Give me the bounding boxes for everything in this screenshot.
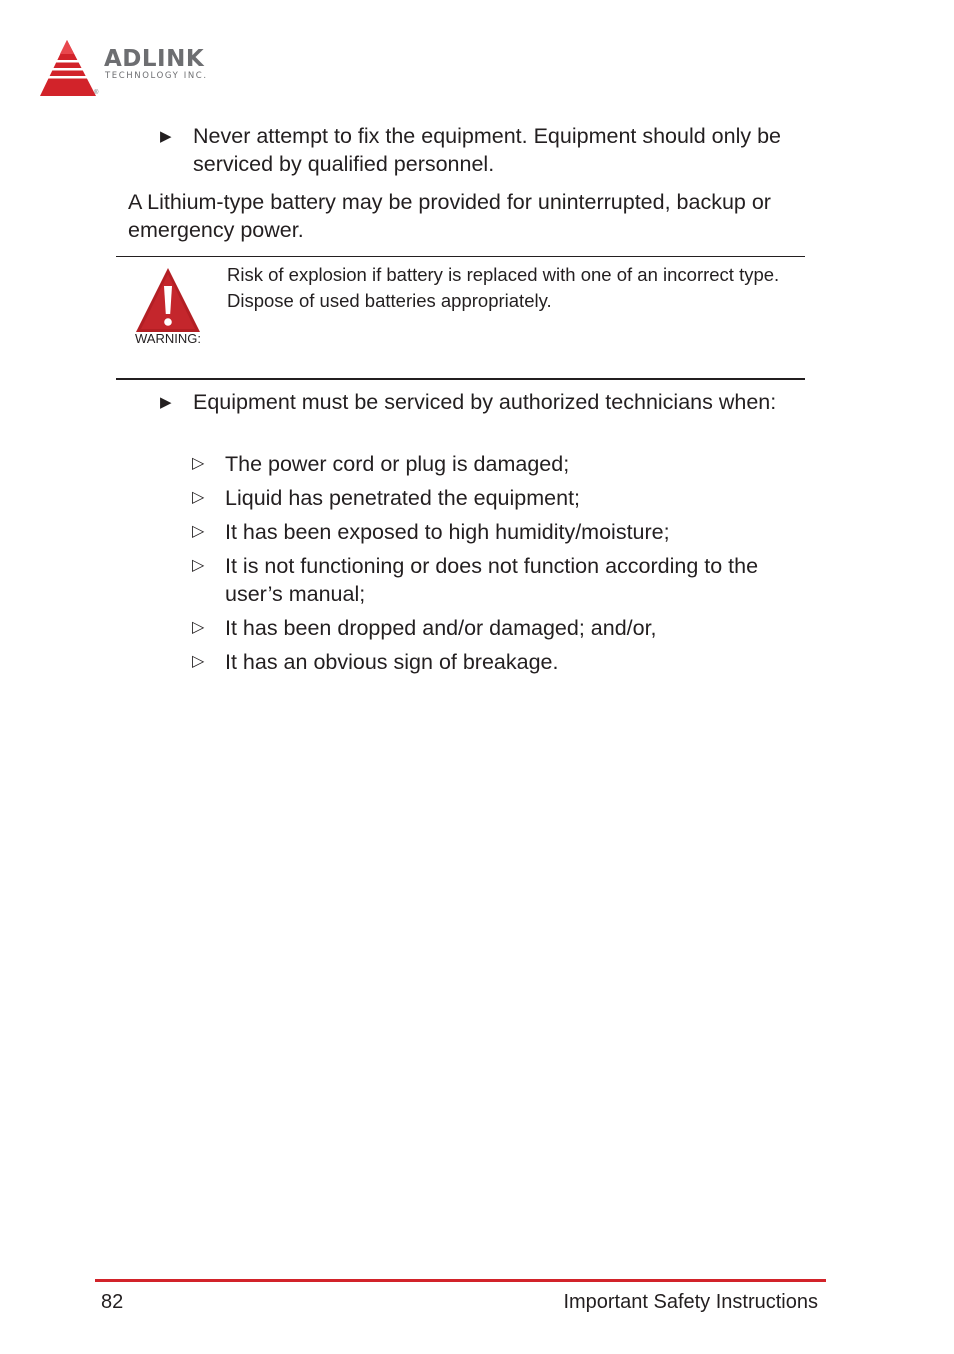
warning-label: WARNING: xyxy=(135,331,201,346)
hollow-triangle-bullet-icon: ▷ xyxy=(192,619,205,636)
logo-subtitle: TECHNOLOGY INC. xyxy=(105,71,208,81)
sub-list-item xyxy=(192,518,805,546)
bullet-item xyxy=(160,123,803,178)
hollow-triangle-bullet-icon: ▷ xyxy=(192,455,205,472)
sub-item-text: The power cord or plug is damaged; xyxy=(225,452,570,476)
filled-triangle-bullet-icon: ▶ xyxy=(160,128,172,145)
hollow-triangle-bullet-icon: ▷ xyxy=(192,523,205,540)
hollow-triangle-bullet-icon: ▷ xyxy=(192,489,205,506)
warning-bottom-rule xyxy=(116,378,805,380)
bullet-text: Equipment must be serviced by authorized technicians when: xyxy=(193,390,777,414)
sub-list-item xyxy=(192,450,805,478)
footer-rule xyxy=(95,1279,826,1282)
sub-item-text: It is not functioning or does not function according to the user’s manual; xyxy=(225,554,759,606)
adlink-logo xyxy=(38,38,238,100)
warning-triangle-icon xyxy=(134,266,202,334)
warning-text: Risk of explosion if battery is replaced with one of an incorrect type. Dispose of used batteries appropriately. xyxy=(227,264,780,311)
sub-item-text: It has an obvious sign of breakage. xyxy=(225,650,559,674)
bullet-item xyxy=(160,389,803,417)
sub-list-item xyxy=(192,484,805,512)
warning-top-rule xyxy=(116,256,805,257)
registered-mark: ® xyxy=(94,90,99,96)
page-number: 82 xyxy=(101,1291,124,1313)
sub-item-text: It has been exposed to high humidity/moisture; xyxy=(225,520,670,544)
sub-list-item xyxy=(192,614,805,642)
hollow-triangle-bullet-icon: ▷ xyxy=(192,557,205,574)
hollow-triangle-bullet-icon: ▷ xyxy=(192,653,205,670)
sub-list-item xyxy=(192,648,805,676)
logo-wordmark: ADLINK xyxy=(104,46,205,72)
sub-item-text: Liquid has penetrated the equipment; xyxy=(225,486,581,510)
filled-triangle-bullet-icon: ▶ xyxy=(160,394,172,411)
footer-section-title: Important Safety Instructions xyxy=(563,1291,818,1313)
body-paragraph: A Lithium-type battery may be provided for uninterrupted, backup or emergency power. xyxy=(128,190,771,242)
sub-list-item xyxy=(192,552,805,608)
sub-item-text: It has been dropped and/or damaged; and/or, xyxy=(225,616,657,640)
bullet-text: Never attempt to fix the equipment. Equipment should only be serviced by qualified personnel. xyxy=(193,124,782,176)
logo-triangle-icon xyxy=(38,38,100,98)
